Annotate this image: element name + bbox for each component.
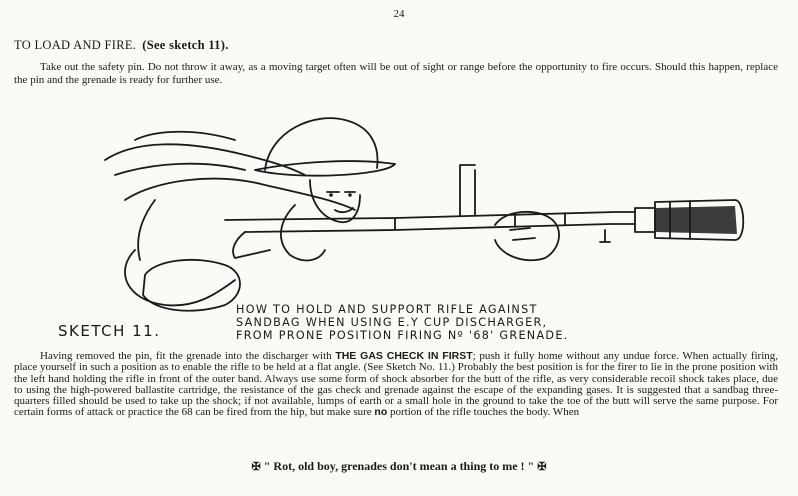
body-paragraph: [14, 351, 778, 419]
body-text-part: portion of the rifle touches the body. When: [389, 406, 580, 419]
body-text-part: ; push it fully home without any undue force. When actually firing, place yourself in such a position as to enable the rifle to be held at a flat angle. (See Sketch No. 11.) Probably the best position is for the firer to lie in the prone position with the left hand holding the rifle in front of the outer band. Always use some form of shock absorber for the butt of the rifle, as very considerable recoil shock takes place, due to using the high-powered ballastite cartridge, the resistance of the gas check and grenade against the escape of the expanding gases. It is suggested that a sandbag three-quarters filled should be used to take up the shock; if not available, lumps of earth or a small hole in the ground to take the toe of the butt will serve the same purpose. For certain forms of attack or practice the 68 can be fired from the hip, but make sure: [14, 350, 779, 419]
page-number: 24: [393, 8, 405, 20]
cross-icon: ✠: [251, 461, 261, 473]
section-heading: [14, 38, 229, 53]
body-text-part: Having removed the pin, fit the grenade into the discharger with: [40, 350, 332, 362]
caption-line: SANDBAG WHEN USING E.Y CUP DISCHARGER,: [236, 316, 548, 329]
sketch-caption: [236, 303, 569, 342]
cross-icon: ✠: [537, 461, 547, 473]
footer-quote: [0, 459, 798, 474]
sketch-label: SKETCH 11.: [58, 322, 161, 340]
body-emphasis: THE GAS CHECK IN FIRST: [335, 350, 473, 362]
caption-line: FROM PRONE POSITION FIRING Nº '68' GRENADE.: [236, 329, 569, 342]
heading-sketch-ref: (See sketch 11).: [142, 38, 229, 52]
quote-text: " Rot, old boy, grenades don't mean a thing to me ! ": [263, 459, 535, 473]
body-emphasis: no: [374, 406, 388, 419]
caption-line: HOW TO HOLD AND SUPPORT RIFLE AGAINST: [236, 303, 538, 316]
intro-paragraph: Take out the safety pin. Do not throw it away, as a moving target often will be out of sight or range before the opportunity to fire occurs. Should this happen, replace the pin and the grenade is ready for further use.: [14, 61, 778, 86]
heading-title: TO LOAD AND FIRE.: [14, 38, 137, 52]
